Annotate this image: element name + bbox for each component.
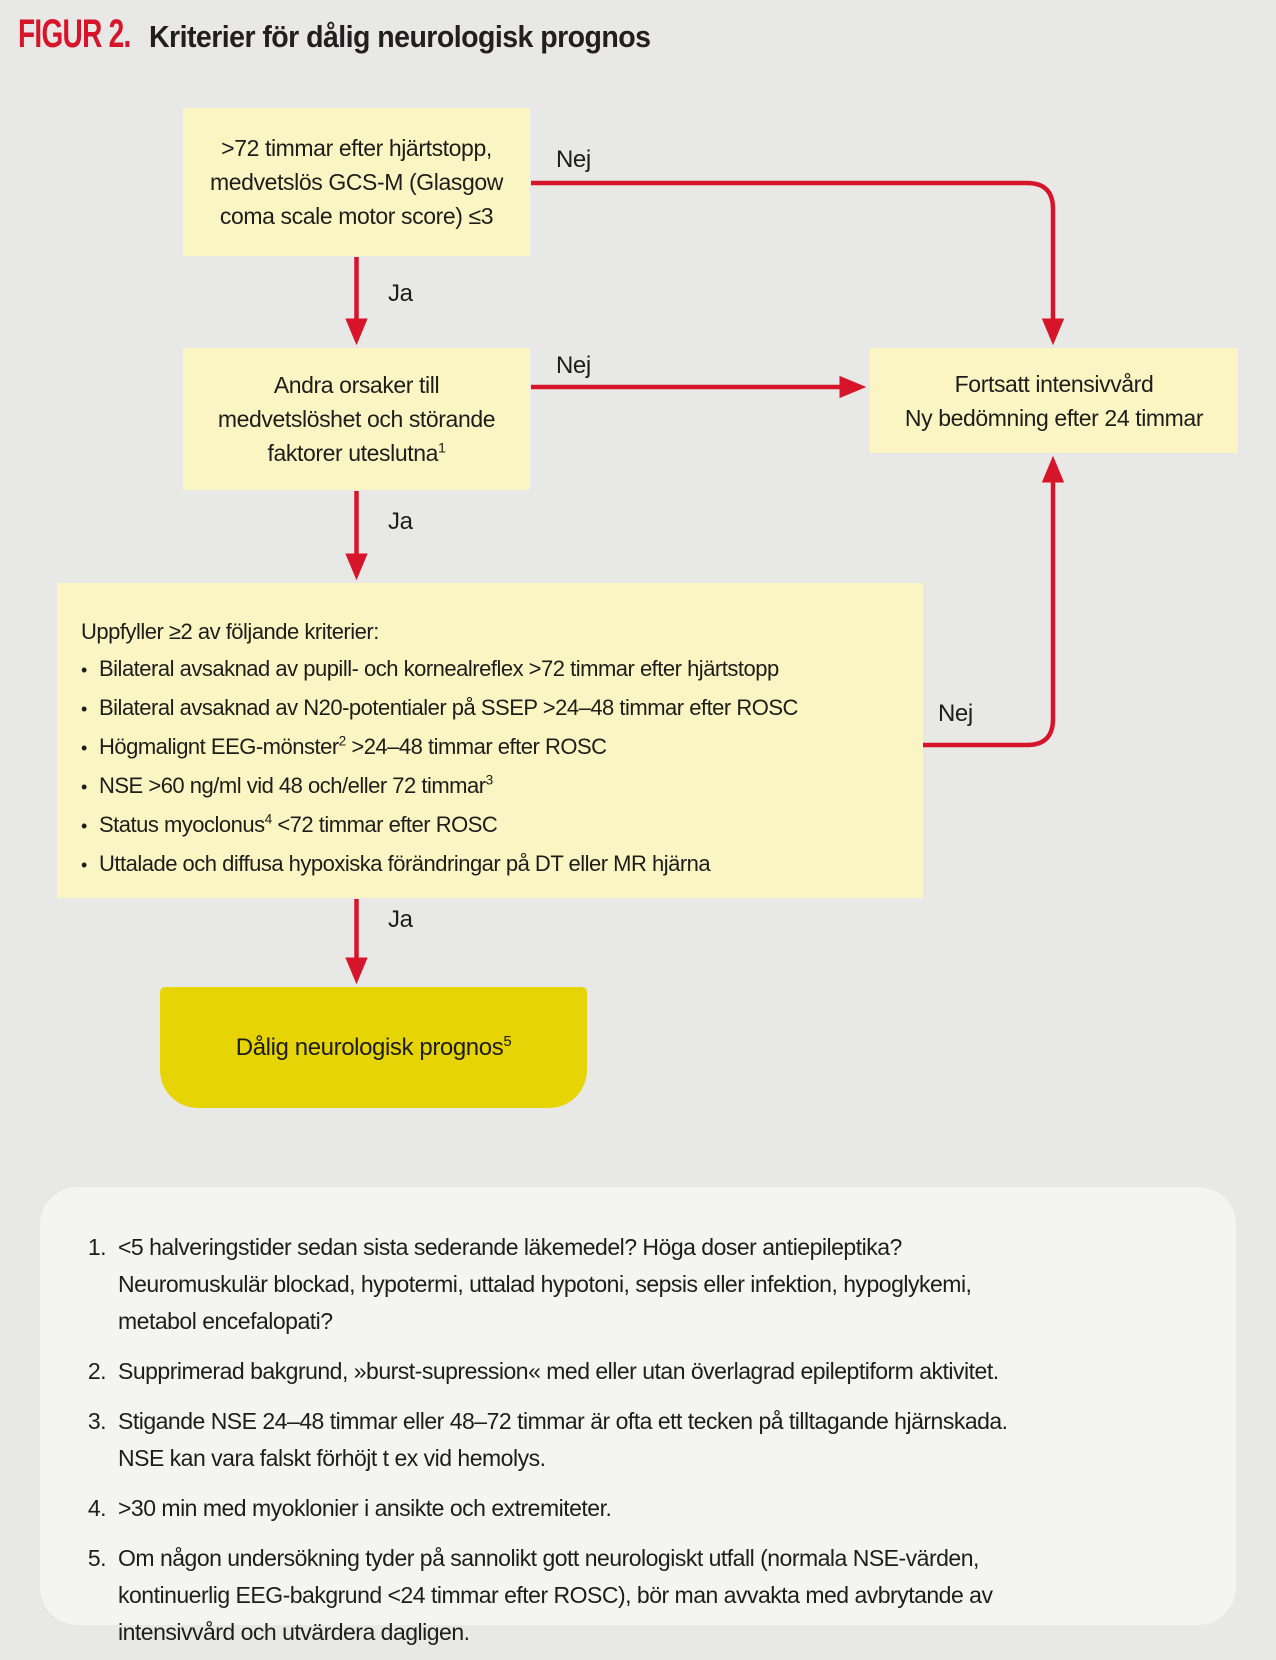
bullet-icon: • [81,738,87,758]
box-other-line-1: Andra orsaker till [273,372,440,398]
box-icu-line-2: Ny bedömning efter 24 timmar [904,404,1204,431]
footnote-ref-4: 4 [264,811,272,827]
arrow-nej-gcs-to-icu [531,183,1053,339]
label-nej-bottom: Nej [938,700,973,727]
criteria-item-4: • NSE >60 ng/ml vid 48 och/eller 72 timmar$^3$ [81,767,903,806]
footnote-4: 4. >30 min med myoklonier i ansikte och extremiteter. [72,1490,1206,1527]
outcome-text: Dålig neurologisk prognos$^5$ [235,1033,512,1061]
figure-title [18,12,694,57]
bullet-icon: • [81,777,87,797]
footnote-ref-2: 2 [338,733,346,749]
footnote-ref-1: 1 [437,440,446,457]
footnote-ref-3: 3 [485,772,493,788]
label-nej-middle: Nej [556,352,591,379]
criteria-item-6: • Uttalade och diffusa hypoxiska förändringar på DT eller MR hjärna [81,845,903,884]
criteria-heading: Uppfyller ≥2 av följande kriterier: [81,619,379,644]
bullet-icon: • [81,816,87,836]
footnote-ref-5: 5 [503,1033,512,1050]
footnote-1: 1. <5 halveringstider sedan sista sederande läkemedel? Höga doser antiepileptika? Neuromuskulär blockad, hypotermi, uttalad hypotoni, sepsis eller infektion, hypoglykemi, metabol encefalopati? [72,1229,1206,1340]
criteria-item-1: • Bilateral avsaknad av pupill- och kornealreflex >72 timmar efter hjärtstopp [81,650,903,689]
label-ja-3: Ja [388,906,413,933]
box-other-line-3: faktorer uteslutna$^1$ [267,440,446,466]
criteria-item-5: • Status myoclonus$^4$ <72 timmar efter ROSC [81,806,903,845]
box-gcs-line-1: >72 timmar efter hjärtstopp, [221,135,492,161]
bullet-icon: • [81,699,87,719]
label-ja-2: Ja [388,508,413,535]
box-icu-line-1: Fortsatt intensivvård [954,370,1154,397]
figure-label: FIGUR 2. [18,12,131,56]
bullet-icon: • [81,660,87,680]
box-gcs-line-3: coma scale motor score) ≤3 [219,203,494,229]
box-other-line-2: medvetslöshet och störande [217,406,496,432]
criteria-item-2: • Bilateral avsaknad av N20-potentialer på SSEP >24–48 timmar efter ROSC [81,689,903,728]
label-ja-1: Ja [388,280,413,307]
box-poor-prognosis [160,987,587,1108]
footnote-2: 2. Supprimerad bakgrund, »burst-supression« med eller utan överlagrad epileptiform aktivitet. [72,1353,1206,1390]
box-continued-icu [870,348,1238,453]
footnotes-panel [40,1187,1236,1645]
footnote-3: 3. Stigande NSE 24–48 timmar eller 48–72 timmar är ofta ett tecken på tilltagande hjärnskada. NSE kan vara falskt förhöjt t ex vid hemolys. [72,1403,1206,1477]
figure-title-text: Kriterier för dålig neurologisk prognos [149,19,651,54]
footnote-2-number: 2. [87,1358,106,1384]
criteria-item-3: • Högmalignt EEG-mönster$^2$ >24–48 timmar efter ROSC [81,728,903,767]
box-gcs-criteria [183,108,530,256]
box-gcs-line-2: medvetslös GCS-M (Glasgow [210,169,503,195]
label-nej-top: Nej [556,146,591,173]
bullet-icon: • [81,855,87,875]
box-other-causes [183,348,530,490]
footnote-4-number: 4. [87,1495,106,1521]
footnote-3-number: 3. [87,1408,106,1434]
footnote-5-number: 5. [87,1545,106,1571]
box-criteria-list [57,583,923,898]
footnote-1-number: 1. [87,1234,106,1260]
footnote-5: 5. Om någon undersökning tyder på sannolikt gott neurologiskt utfall (normala NSE-värden, kontinuerlig EEG-bakgrund <24 timmar efter ROSC), bör man avvakta med avbrytande av intensivvård och utvärdera dagligen. [72,1540,1206,1651]
